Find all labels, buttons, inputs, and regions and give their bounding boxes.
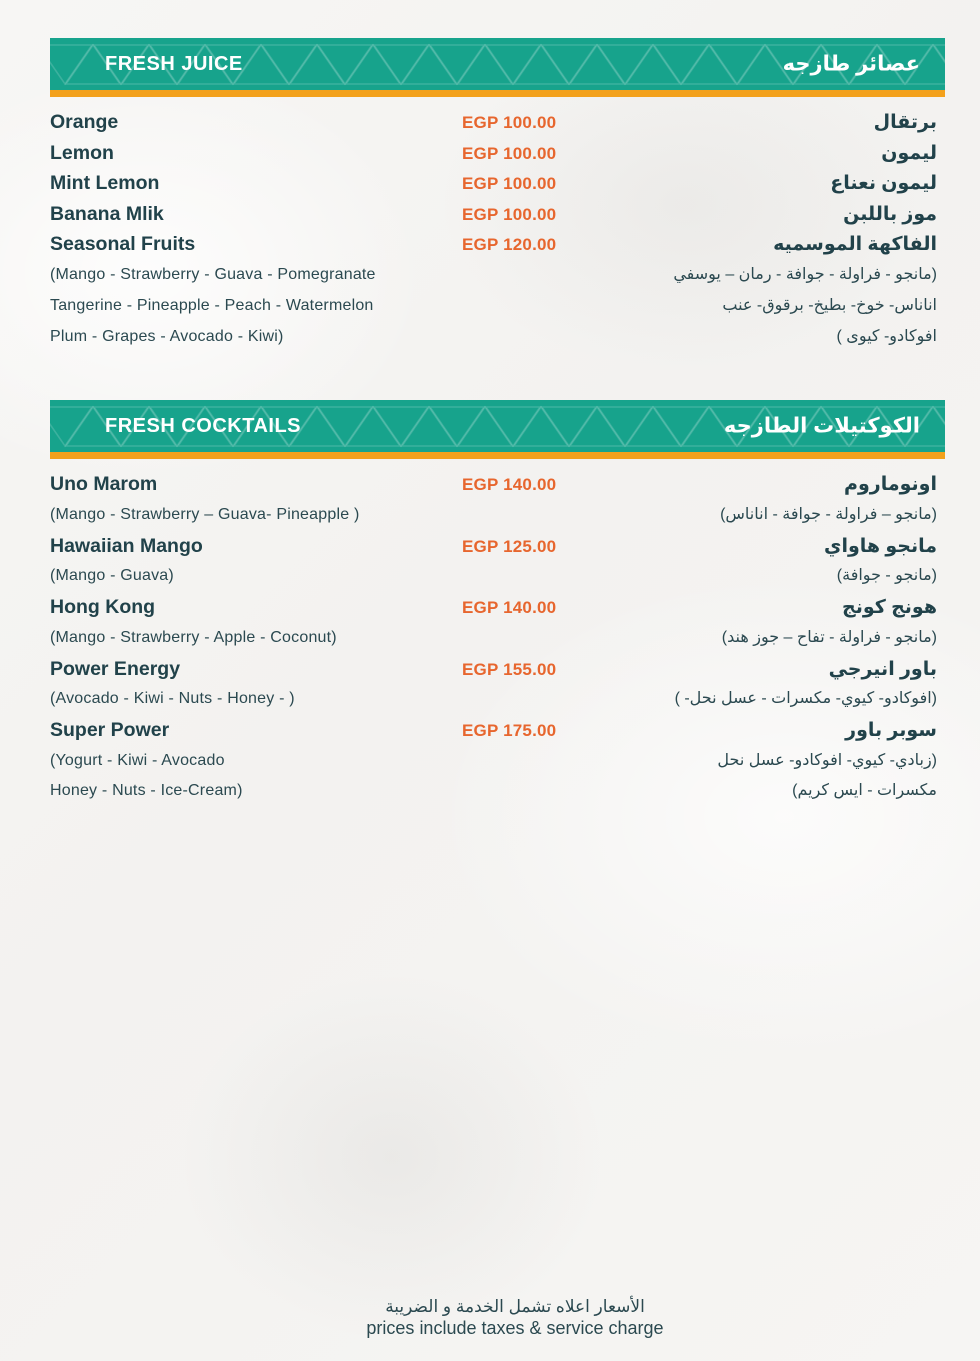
triangle-glyph [570, 407, 624, 446]
triangle-glyph [374, 45, 428, 84]
footer-note-ar: الأسعار اعلاه تشمل الخدمة و الضريبة [385, 1297, 645, 1316]
triangle-glyph [290, 45, 344, 84]
triangle-glyph [934, 407, 945, 446]
item-description-row [50, 565, 945, 596]
item-description-en: (Yogurt - Kiwi - Avocado [50, 751, 225, 769]
triangle-glyph [598, 407, 652, 446]
item-description-en: (Avocado - Kiwi - Nuts - Honey - ) [50, 690, 295, 708]
item-name-en: Hong Kong [50, 596, 156, 619]
menu-page-content [50, 38, 945, 855]
item-description-row [50, 295, 945, 326]
item-name-en: Power Energy [50, 657, 181, 680]
triangle-glyph [430, 407, 484, 446]
item-description-en: Plum - Grapes - Avocado - Kiwi) [50, 327, 284, 345]
section-title-en: FRESH COCKTAILS [105, 414, 302, 437]
fresh-juice-items [50, 97, 945, 360]
fresh-cocktails-items [50, 459, 945, 815]
footer-note-en: prices include taxes & service charge [366, 1318, 664, 1338]
triangle-glyph [430, 45, 484, 84]
triangle-glyph [626, 407, 680, 446]
item-description-ar: مكسرات - ايس كريم) [792, 782, 937, 800]
triangle-glyph [402, 45, 456, 84]
item-description-ar: (مانجو – فراولة - جوافة - اناناس) [720, 505, 937, 523]
item-name-ar: سوبر باور [845, 719, 937, 741]
item-name-en: Orange [50, 111, 119, 133]
item-price: EGP 100.00 [462, 143, 557, 163]
item-description-row [50, 780, 945, 811]
item-price: EGP 100.00 [462, 113, 557, 132]
item-name-ar: هونج كونج [842, 597, 937, 619]
triangle-glyph [514, 407, 568, 446]
item-description-en: (Mango - Strawberry – Guava- Pineapple ) [50, 505, 360, 523]
item-description-en: (Mango - Strawberry - Guava - Pomegranate [50, 265, 376, 283]
fresh-cocktails-header [50, 400, 945, 452]
item-description-en: Honey - Nuts - Ice-Cream) [50, 782, 243, 800]
item-name-en: Mint Lemon [50, 172, 160, 195]
menu-item-row [50, 596, 945, 627]
item-name-en: Banana Mlik [50, 202, 164, 225]
header-underline-bar [50, 90, 945, 97]
triangle-glyph [598, 45, 652, 84]
triangle-glyph [262, 45, 316, 84]
menu-item-row [50, 203, 945, 234]
header-underline-bar [50, 452, 945, 459]
item-description-en: Tangerine - Pineapple - Peach - Watermelon [50, 296, 374, 314]
item-description-row [50, 264, 945, 295]
item-price: EGP 140.00 [462, 598, 557, 618]
menu-item-row [50, 172, 945, 203]
triangle-glyph [402, 407, 456, 446]
menu-item-row [50, 719, 945, 750]
section-fresh-juice [50, 38, 945, 360]
item-name-en: Seasonal Fruits [50, 233, 196, 256]
item-description-row [50, 627, 945, 658]
item-name-ar: اونوماروم [844, 474, 937, 496]
triangle-glyph [654, 45, 708, 84]
menu-item-row [50, 142, 945, 173]
fresh-juice-header [50, 38, 945, 90]
triangle-glyph [486, 45, 540, 84]
item-price: EGP 140.00 [462, 475, 557, 495]
item-name-ar: ليمون نعناع [830, 173, 937, 195]
item-description-row [50, 688, 945, 719]
triangle-glyph [458, 45, 512, 84]
item-name-en: Super Power [50, 718, 170, 741]
item-description-row [50, 504, 945, 535]
triangle-glyph [374, 407, 428, 446]
item-description-ar: (افوكادو- كيوي- مكسرات - عسل نحل- ) [674, 690, 937, 708]
triangle-glyph [542, 45, 596, 84]
item-description-en: (Mango - Strawberry - Apple - Coconut) [50, 628, 337, 646]
item-name-en: Hawaiian Mango [50, 534, 203, 557]
menu-item-row [50, 233, 945, 264]
item-price: EGP 175.00 [462, 720, 557, 740]
triangle-glyph [346, 45, 400, 84]
menu-item-row [50, 535, 945, 566]
triangle-glyph [318, 407, 372, 446]
item-name-en: Lemon [50, 141, 114, 164]
item-name-ar: مانجو هاواي [824, 535, 937, 557]
item-name-ar: باور انيرجي [828, 658, 937, 680]
triangle-glyph [570, 45, 624, 84]
menu-item-row [50, 111, 945, 142]
item-description-ar: (مانجو - جوافة) [836, 567, 937, 585]
item-price: EGP 100.00 [462, 174, 557, 194]
item-price: EGP 120.00 [462, 235, 557, 255]
menu-item-row [50, 473, 945, 504]
triangle-glyph [318, 45, 372, 84]
triangle-glyph [346, 407, 400, 446]
triangle-glyph [626, 45, 680, 84]
item-name-ar: الفاكهة الموسميه [773, 234, 937, 256]
item-price: EGP 100.00 [462, 204, 557, 224]
triangle-glyph [710, 45, 764, 84]
item-description-ar: افوكادو- كيوى ) [836, 327, 937, 345]
triangle-glyph [542, 407, 596, 446]
triangle-glyph [682, 45, 736, 84]
item-name-en: Uno Marom [50, 473, 158, 496]
triangle-glyph [514, 45, 568, 84]
menu-item-row [50, 658, 945, 689]
item-price: EGP 125.00 [462, 536, 557, 556]
item-name-ar: برتقال [873, 112, 937, 133]
triangle-glyph [486, 407, 540, 446]
item-description-ar: (مانجو - فراولة - تفاح – جوز هند) [721, 628, 937, 646]
section-title-en: FRESH JUICE [105, 52, 243, 75]
item-description-ar: اناناس- خوخ- بطيخ- برقوق- عنب [722, 296, 937, 314]
item-description-ar: (زبادي- كيوي- افوكادو- عسل نحل [717, 751, 937, 769]
item-description-en: (Mango - Guava) [50, 567, 174, 585]
section-title-ar: عصائر طازجه [782, 52, 920, 76]
triangle-glyph [458, 407, 512, 446]
triangle-glyph [654, 407, 708, 446]
section-fresh-cocktails [50, 400, 945, 815]
section-title-ar: الكوكتيلات الطازجه [723, 414, 920, 438]
item-description-row [50, 326, 945, 357]
item-name-ar: ليمون [881, 142, 937, 164]
item-price: EGP 155.00 [462, 659, 557, 679]
item-description-row [50, 750, 945, 781]
item-name-ar: موز باللبن [843, 203, 937, 225]
triangle-glyph [934, 45, 945, 84]
item-description-ar: (مانجو - فراولة - جوافة - رمان – يوسفي [673, 265, 937, 283]
footer-note [0, 1297, 980, 1339]
